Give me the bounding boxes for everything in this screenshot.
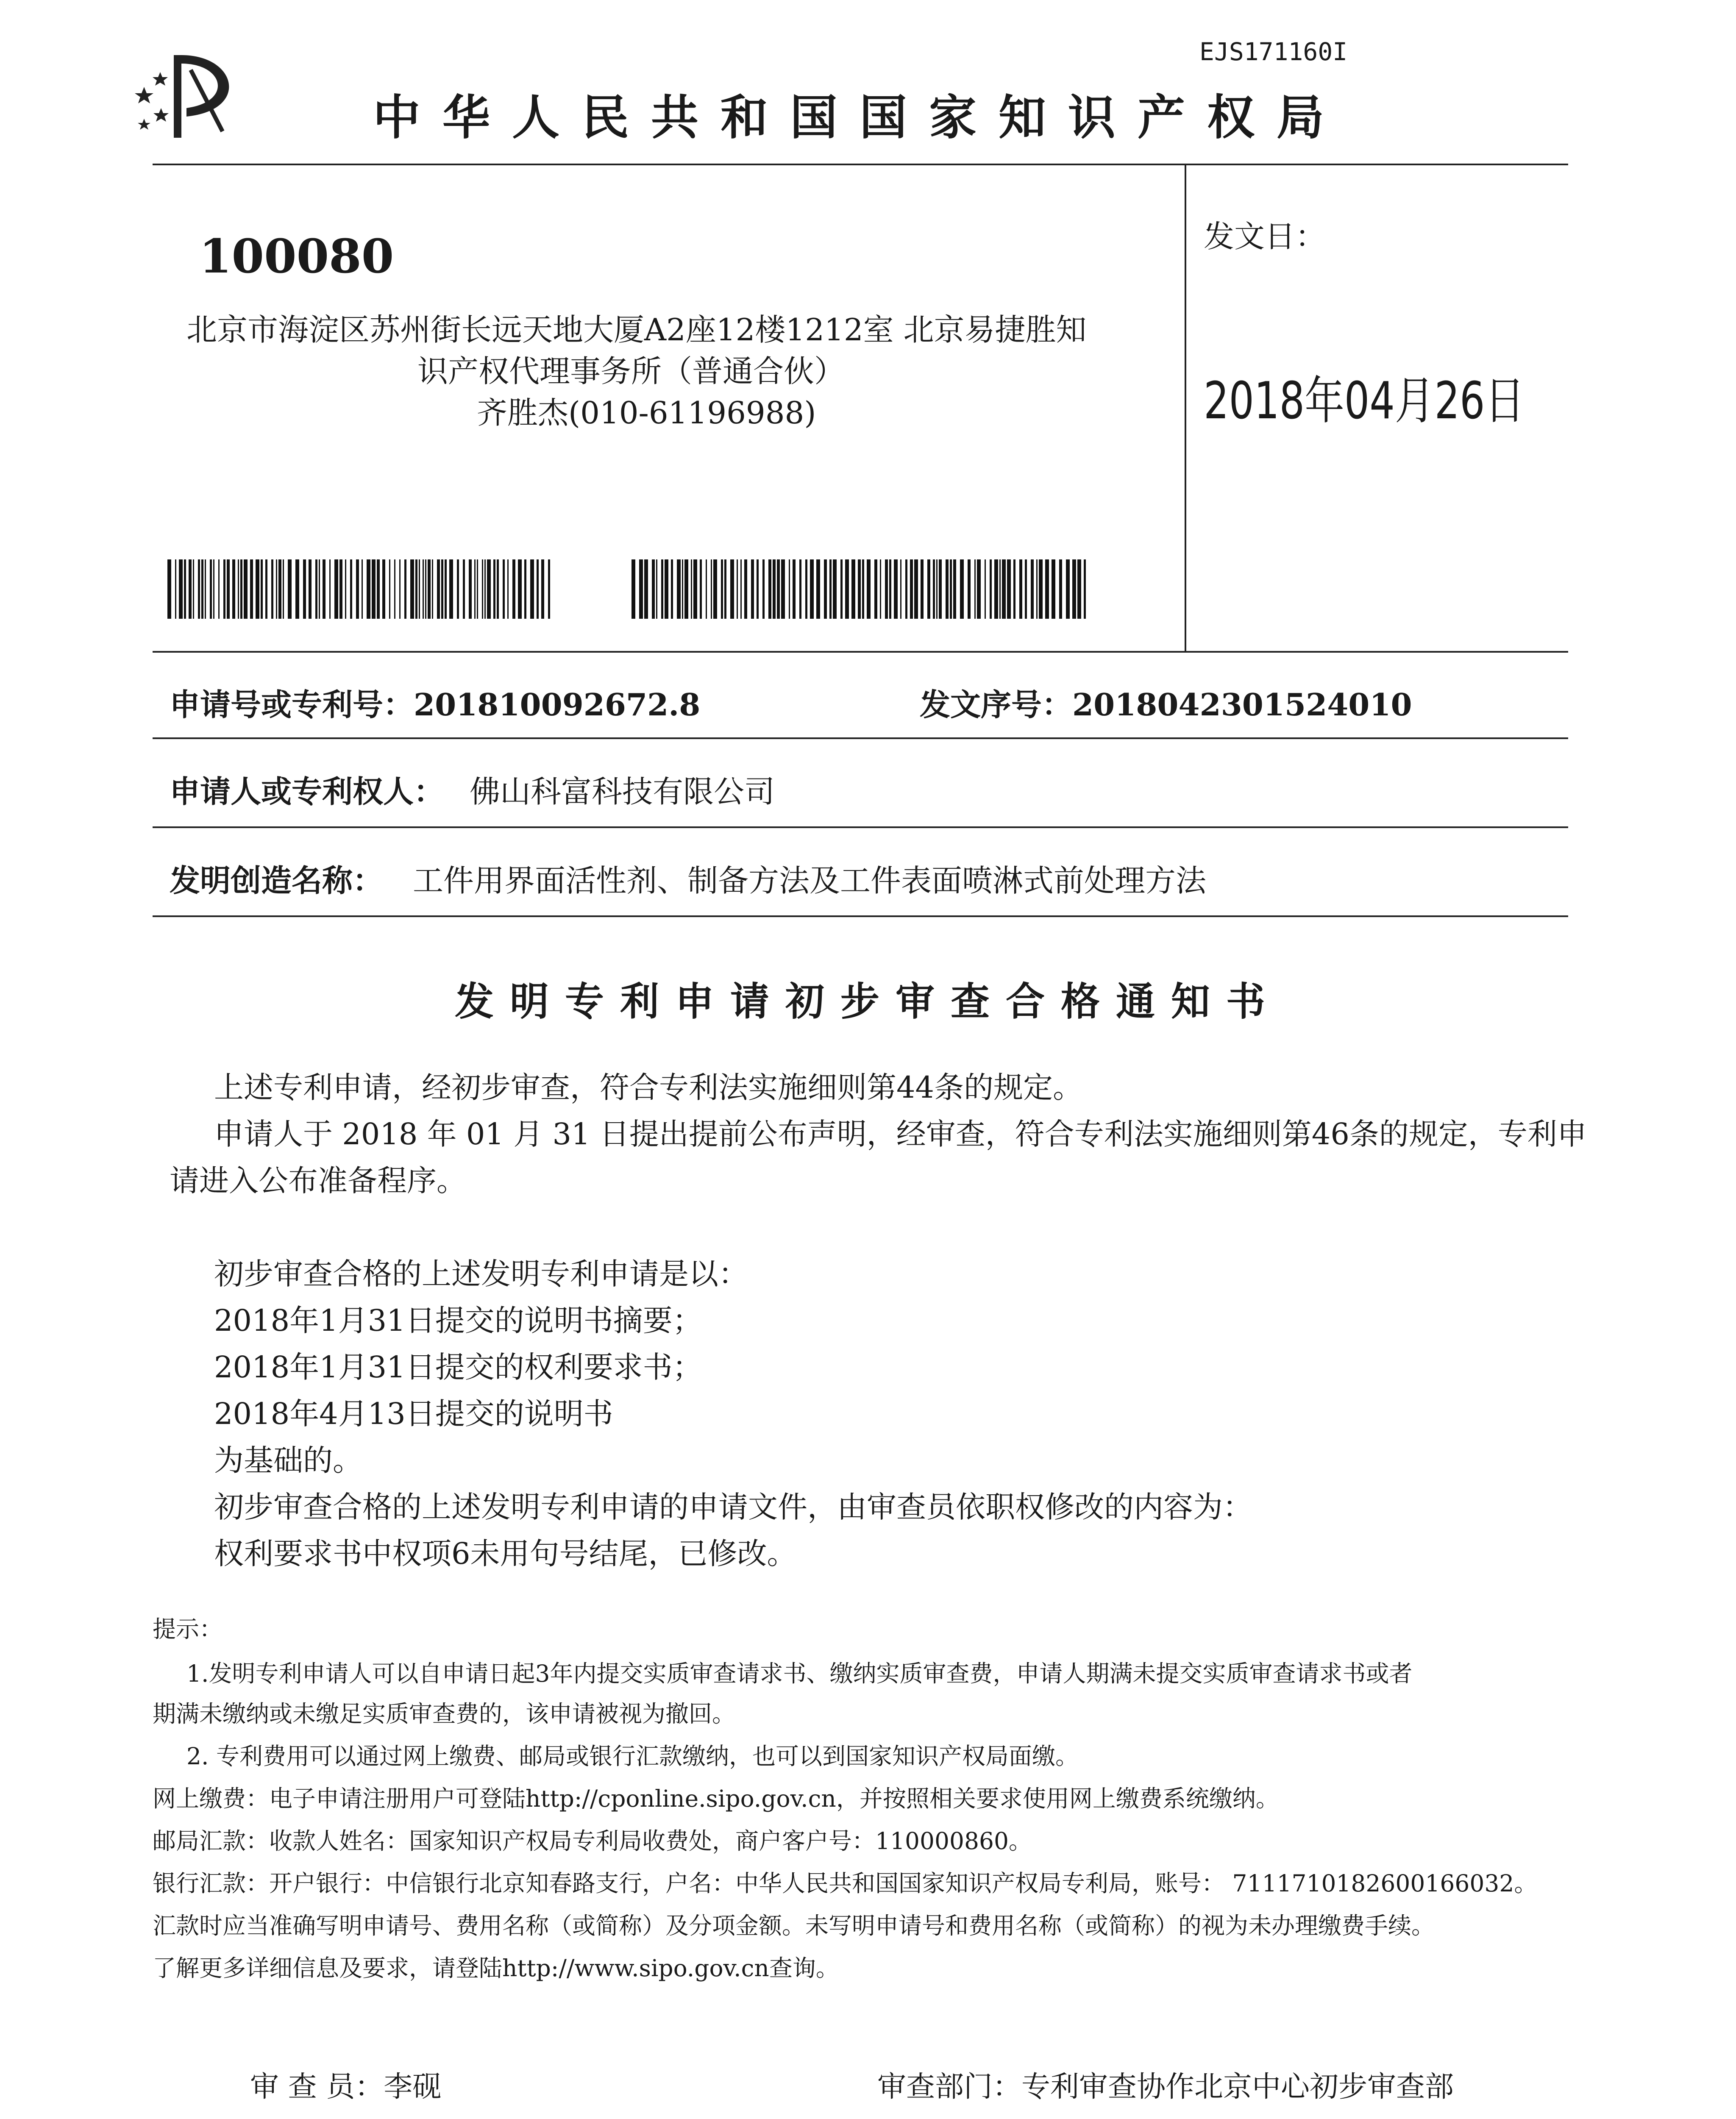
document-code: EJS171160I: [1199, 37, 1348, 66]
invention-name: 工件用界面活性剂、制备方法及工件表面喷淋式前处理方法: [413, 863, 1207, 898]
application-number: 201810092672.8: [414, 687, 701, 723]
send-date: 2018年04月26日: [1204, 372, 1525, 431]
authority-title: 中华人民共和国国家知识产权局: [373, 90, 1346, 145]
tip-bank-payment: 银行汇款：开户银行：中信银行北京知春路支行，户名：中华人民共和国国家知识产权局专利局，账号： 7111710182600166032。: [153, 1870, 1538, 1897]
notice-title: 发明专利申请初步审查合格通知书: [454, 979, 1281, 1024]
tip-1a: 1.发明专利申请人可以自申请日起3年内提交实质审查请求书、缴纳实质审查费，申请人期满未提交实质审查请求书或者: [186, 1660, 1413, 1687]
basis-end: 为基础的。: [214, 1443, 362, 1478]
divider-field2: [153, 826, 1568, 828]
address-line-1: 北京市海淀区苏州街长远天地大厦A2座12楼1212室 北京易捷胜知: [186, 312, 1087, 348]
cnipa-emblem-icon: [127, 47, 250, 140]
barcode-left: [167, 559, 553, 619]
address-line-2: 识产权代理事务所（普通合伙）: [417, 353, 845, 389]
application-number-label: 申请号或专利号：: [170, 687, 414, 723]
tip-1b: 期满未缴纳或未缴足实质审查费的，该申请被视为撤回。: [153, 1700, 736, 1727]
divider-field3: [153, 915, 1568, 917]
contact-person: 齐胜杰(010-61196988): [477, 395, 816, 431]
amend-item-1: 权利要求书中权项6未用句号结尾，已修改。: [214, 1536, 797, 1571]
examiner: 审 查 员：李砚: [250, 2070, 442, 2104]
paragraph-2a: 申请人于 2018 年 01 月 31 日提出提前公布声明，经审查，符合专利法实施细则第46条的规定，专利申: [214, 1117, 1587, 1151]
applicant-row: [170, 767, 775, 811]
basis-item-1: 2018年1月31日提交的说明书摘要；: [214, 1303, 702, 1338]
divider-vertical: [1185, 164, 1186, 651]
basis-item-2: 2018年1月31日提交的权利要求书；: [214, 1350, 702, 1385]
tip-remit-note: 汇款时应当准确写明申请号、费用名称（或简称）及分项金额。未写明申请号和费用名称（或简称）的视为未办理缴费手续。: [153, 1912, 1435, 1939]
application-number-row: [170, 680, 700, 724]
divider-field1: [153, 737, 1568, 739]
send-date-label: 发文日：: [1204, 219, 1326, 254]
divider-barcode: [153, 651, 1568, 653]
tips-label: 提示：: [153, 1616, 223, 1643]
paragraph-2b: 请进入公布准备程序。: [170, 1163, 466, 1198]
barcode-right: [632, 559, 1089, 619]
amend-intro: 初步审查合格的上述发明专利申请的申请文件，由审查员依职权修改的内容为：: [214, 1490, 1252, 1524]
basis-intro: 初步审查合格的上述发明专利申请是以：: [214, 1257, 748, 1291]
applicant-label: 申请人或专利权人：: [170, 774, 445, 809]
serial-number: 2018042301524010: [1072, 687, 1412, 723]
applicant-name: 佛山科富科技有限公司: [470, 774, 775, 809]
serial-number-label: 发文序号：: [920, 687, 1073, 723]
tip-post-payment: 邮局汇款：收款人姓名：国家知识产权局专利局收费处，商户客户号：110000860。: [153, 1827, 1032, 1855]
invention-label: 发明创造名称：: [170, 863, 384, 898]
tip-2: 2. 专利费用可以通过网上缴费、邮局或银行汇款缴纳，也可以到国家知识产权局面缴。: [186, 1743, 1079, 1770]
department: 审查部门：专利审查协作北京中心初步审查部: [877, 2070, 1454, 2104]
tip-online-payment: 网上缴费：电子申请注册用户可登陆http://cponline.sipo.gov.cn，并按照相关要求使用网上缴费系统缴纳。: [153, 1785, 1279, 1812]
divider-top: [153, 164, 1568, 165]
tip-more-info: 了解更多详细信息及要求，请登陆http://www.sipo.gov.cn查询。: [153, 1955, 839, 1982]
invention-row: [170, 856, 1206, 900]
serial-number-row: [920, 680, 1412, 724]
postcode: 100080: [199, 229, 394, 284]
basis-item-3: 2018年4月13日提交的说明书: [214, 1396, 613, 1431]
paragraph-1: 上述专利申请，经初步审查，符合专利法实施细则第44条的规定。: [214, 1070, 1083, 1105]
